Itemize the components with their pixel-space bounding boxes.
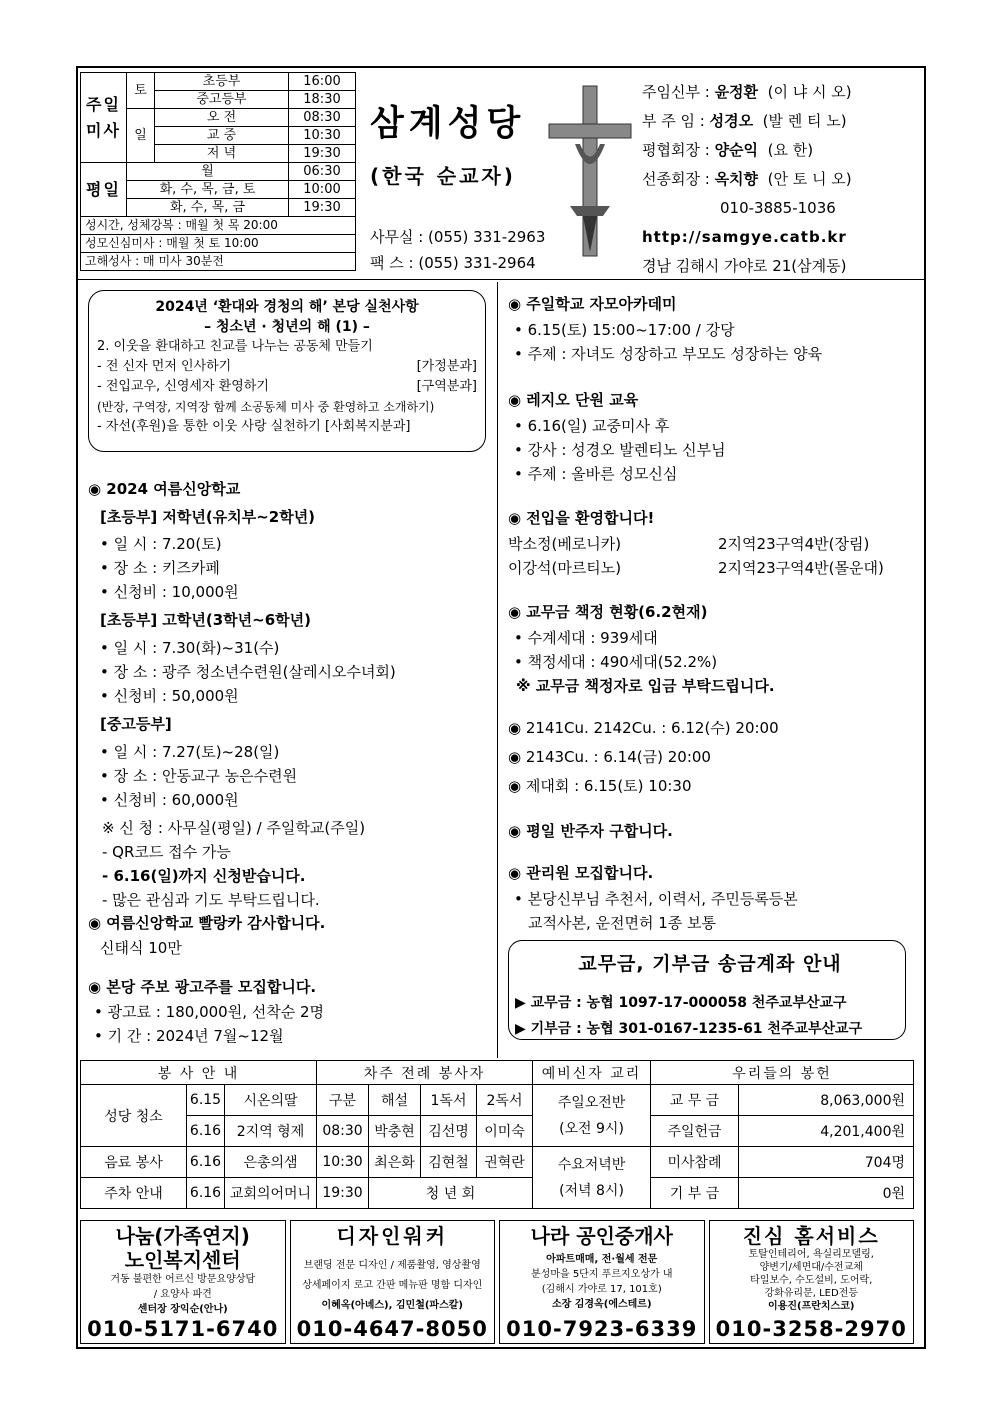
- mass-schedule-table: [80, 72, 356, 271]
- service-cell: 청 년 회: [369, 1178, 533, 1209]
- action-dept: [구역분과]: [416, 379, 477, 394]
- mass-row-time: 10:00: [289, 181, 356, 199]
- service-cell: 김현철: [421, 1147, 477, 1178]
- staff-saint: (안 토 니 오): [767, 170, 852, 188]
- ad-text: / 요양사 파견: [153, 1289, 212, 1300]
- mass-row-time: 10:30: [289, 127, 356, 145]
- cross-emblem-icon: [545, 84, 635, 264]
- newcomer-area: 2지역23구역4반(몰운대): [718, 559, 884, 577]
- fax-number: 팩 스 : (055) 331-2964: [370, 254, 536, 272]
- service-header: 우리들의 봉헌: [651, 1061, 914, 1085]
- offering-label: 기 부 금: [651, 1178, 739, 1209]
- sat-label: 토: [127, 73, 155, 109]
- ad-text: (김해시 가야로 17, 101호): [541, 1284, 662, 1295]
- staff-name: 옥치향: [714, 170, 759, 188]
- mass-row-label: 저 녁: [155, 145, 289, 163]
- parish-patron: (한국 순교자): [370, 164, 516, 188]
- ad-text: 이용진(프란치스코): [768, 1301, 855, 1312]
- summer-line: • 일 시 : 7.27(토)~28(일): [100, 743, 280, 761]
- service-cell: 박충현: [369, 1116, 421, 1147]
- summer-note: - 많은 관심과 기도 부탁드립니다.: [102, 891, 320, 909]
- ad-text: 거동 불편한 어르신 방문요양상담: [110, 1274, 256, 1285]
- service-cell: 권혁란: [477, 1147, 533, 1178]
- staff-role: 평협회장: [642, 141, 700, 159]
- staff-saint: (요 한): [767, 141, 814, 159]
- staff-list: [642, 78, 852, 281]
- action-heading: 2024년 ‘환대와 경청의 해’ 본당 실천사항: [155, 299, 419, 315]
- staff-role: 선종회장: [642, 170, 700, 188]
- service-cell: 은총의샘: [225, 1147, 317, 1178]
- mass-note: 성시간, 성체강복 : 매월 첫 목 20:00: [81, 217, 356, 235]
- service-cell: 최은화: [369, 1147, 421, 1178]
- ad-title: 진심 홈서비스: [742, 1224, 880, 1248]
- ad-text: 양변기/세면대/수전교체: [759, 1262, 863, 1273]
- summer-line: • 장 소 : 안동교구 농은수련원: [100, 767, 298, 785]
- meeting-line: ◉ 2143Cu. : 6.14(금) 20:00: [508, 748, 711, 766]
- ad-phone: 010-4647-8050: [296, 1317, 488, 1341]
- account-title: 교무금, 기부금 송금계좌 안내: [578, 953, 842, 975]
- mass-note: 고해성사 : 매 미사 30분전: [81, 253, 356, 271]
- summer-line: • 일 시 : 7.20(토): [100, 535, 222, 553]
- sun-label: 일: [127, 109, 155, 163]
- section-title: ◉ 본당 주보 광고주를 모집합니다.: [88, 978, 317, 996]
- group-title: [초등부] 고학년(3학년~6학년): [100, 611, 311, 629]
- mass-row-label: 화, 수, 목, 금: [127, 199, 289, 217]
- sunday-label: 주일: [86, 94, 121, 114]
- notice-line: • 6.16(일) 교중미사 후: [514, 417, 670, 435]
- ad-title: 나눔(가족연지): [115, 1224, 250, 1248]
- notice-line: ※ 교무금 책정자로 입금 부탁드립니다.: [516, 677, 775, 695]
- service-cell: 교회의어머니: [225, 1178, 317, 1209]
- summer-line: • 장 소 : 키즈카페: [100, 559, 220, 577]
- catechism-time: (오전 9시): [559, 1120, 624, 1137]
- service-cell: 구분: [317, 1085, 369, 1116]
- action-line: 2. 이웃을 환대하고 친교를 나누는 공동체 만들기: [97, 339, 373, 354]
- staff-row: 선종회장 : 옥치향 (안 토 니 오): [642, 170, 852, 188]
- offering-value: 704명: [739, 1147, 914, 1178]
- group-title: [중고등부]: [100, 715, 172, 733]
- ad-card: [499, 1220, 705, 1344]
- action-items-box: [88, 290, 486, 452]
- ad-text: 강화유리문, LED전등: [764, 1288, 859, 1299]
- mass-row-label: 월: [127, 163, 289, 181]
- summer-note: - QR코드 접수 가능: [102, 843, 231, 861]
- mass-row-time: 19:30: [289, 199, 356, 217]
- service-cell: 6.16: [187, 1178, 225, 1209]
- staff-name: 윤정환: [714, 83, 759, 101]
- mass-row-label: 중고등부: [155, 91, 289, 109]
- staff-row: 주임신부 : 윤정환 (이 냐 시 오): [642, 83, 852, 101]
- ad-text: 소장 김경옥(에스테르): [551, 1299, 652, 1310]
- service-cell: 10:30: [317, 1147, 369, 1178]
- ad-title: 노인복지센터: [124, 1248, 241, 1272]
- summer-line: • 일 시 : 7.30(화)~31(수): [100, 639, 280, 657]
- staff-phone: 010-3885-1036: [720, 199, 836, 217]
- service-header: 봉 사 안 내: [81, 1061, 317, 1085]
- mass-row-time: 19:30: [289, 145, 356, 163]
- action-line: (반장, 구역장, 지역장 함께 소공동체 미사 중 환영하고 소개하기): [97, 400, 435, 414]
- ad-title: 나라 공인중개사: [530, 1224, 673, 1248]
- service-type: 주차 안내: [81, 1178, 187, 1209]
- ad-phone: 010-5171-6740: [87, 1317, 279, 1341]
- parish-address: 경남 김해시 가야로 21(삼계동): [642, 257, 847, 275]
- parish-title: 삼계성당: [370, 104, 526, 144]
- ad-text: 상세페이지 로고 간판 메뉴판 명함 디자인: [302, 1280, 483, 1291]
- catechism-time: (저녁 8시): [559, 1182, 624, 1199]
- staff-saint: (발 렌 티 노): [762, 112, 847, 130]
- service-cell: 시온의딸: [225, 1085, 317, 1116]
- service-cell: 1독서: [421, 1085, 477, 1116]
- service-cell: 2지역 형제: [225, 1116, 317, 1147]
- newcomer-name: 박소정(베로니카): [508, 535, 622, 553]
- staff-name: 양순익: [714, 141, 759, 159]
- ad-text: 타일보수, 수도설비, 도어락,: [750, 1275, 873, 1286]
- service-cell: 6.16: [187, 1147, 225, 1178]
- ad-recruit-section: [88, 974, 324, 1048]
- staff-role: 주임신부: [642, 83, 700, 101]
- summer-note: - 6.16(일)까지 신청받습니다.: [102, 867, 306, 885]
- newcomer-name: 이강석(마르티노): [508, 559, 622, 577]
- mass-note: 성모신심미사 : 매월 첫 토 10:00: [81, 235, 356, 253]
- staff-row: 평협회장 : 양순익 (요 한): [642, 141, 814, 159]
- office-phone: 사무실 : (055) 331-2963: [370, 228, 546, 246]
- thanks-line: 신태식 10만: [100, 939, 182, 957]
- section-title: ◉ 교무금 책정 현황(6.2현재): [508, 603, 708, 621]
- service-table: [80, 1060, 914, 1209]
- section-title: ◉ 전입을 환영합니다!: [508, 509, 655, 527]
- offering-label: 교 무 금: [651, 1085, 739, 1116]
- ad-text: 이혜옥(아녜스), 김민철(파스칼): [321, 1300, 463, 1311]
- notice-line: • 주제 : 자녀도 성장하고 부모도 성장하는 양육: [514, 345, 823, 363]
- offering-value: 8,063,000원: [739, 1085, 914, 1116]
- service-cell: 해설: [369, 1085, 421, 1116]
- mass-row-time: 16:00: [289, 73, 356, 91]
- meeting-line: ◉ 제대회 : 6.15(토) 10:30: [508, 777, 692, 795]
- mass-label: 미사: [86, 120, 121, 140]
- ad-text: 센터장 장익순(안나): [137, 1304, 228, 1315]
- service-header: 예비신자 교리: [533, 1061, 651, 1085]
- weekday-label: 평일: [81, 163, 127, 217]
- mass-row-label: 화, 수, 목, 금, 토: [127, 181, 289, 199]
- parish-url[interactable]: http://samgye.catb.kr: [642, 228, 847, 246]
- account-line: ▶ 교무금 : 농협 1097-17-000058 천주교부산교구: [515, 995, 847, 1011]
- right-column: [508, 290, 908, 935]
- staff-role: 부 주 임: [642, 112, 696, 130]
- ad-text: 토탈인테리어, 욕실리모델링,: [748, 1249, 874, 1260]
- meeting-line: ◉ 2141Cu. 2142Cu. : 6.12(수) 20:00: [508, 719, 779, 737]
- notice-line: • 수계세대 : 939세대: [514, 629, 658, 647]
- adrec-line: • 기 간 : 2024년 7월~12월: [94, 1027, 284, 1045]
- summer-school-section: [88, 476, 488, 912]
- summer-line: • 신청비 : 10,000원: [100, 583, 239, 601]
- notice-line: • 책정세대 : 490세대(52.2%): [514, 653, 718, 671]
- section-title: ◉ 레지오 단원 교육: [508, 391, 639, 409]
- ads-row: [80, 1220, 914, 1344]
- column-divider: [497, 282, 498, 1058]
- offering-label: 주일헌금: [651, 1116, 739, 1147]
- service-type: 성당 청소: [81, 1085, 187, 1147]
- offering-value: 4,201,400원: [739, 1116, 914, 1147]
- header-divider: [78, 279, 924, 280]
- ad-card: [80, 1220, 286, 1344]
- mass-row-time: 06:30: [289, 163, 356, 181]
- staff-saint: (이 냐 시 오): [767, 83, 852, 101]
- action-line: - 전입교우, 신영세자 환영하기: [97, 379, 269, 394]
- mass-row-time: 08:30: [289, 109, 356, 127]
- newcomer-area: 2지역23구역4반(장림): [718, 535, 870, 553]
- section-title: ◉ 여름신앙학교 빨랑카 감사합니다.: [88, 914, 326, 932]
- summer-note: ※ 신 청 : 사무실(평일) / 주일학교(주일): [102, 819, 366, 837]
- action-dept: [가정분과]: [416, 359, 477, 374]
- mass-row-time: 18:30: [289, 91, 356, 109]
- ad-text: 브랜딩 전문 디자인 / 제품촬영, 영상촬영: [303, 1260, 481, 1271]
- service-type: 음료 봉사: [81, 1147, 187, 1178]
- ad-title: 디자인워커: [336, 1224, 449, 1248]
- ad-text: 분성마을 5단지 푸르지오상가 내: [531, 1269, 673, 1280]
- service-cell: 6.16: [187, 1116, 225, 1147]
- service-cell: 6.15: [187, 1085, 225, 1116]
- account-line: ▶ 기부금 : 농협 301-0167-1235-61 천주교부산교구: [515, 1021, 863, 1037]
- ad-card: [709, 1220, 915, 1344]
- mass-row-label: 초등부: [155, 73, 289, 91]
- action-line: - 전 신자 먼저 인사하기: [97, 359, 232, 374]
- notice-line: • 6.15(토) 15:00~17:00 / 강당: [514, 321, 735, 339]
- account-box: [508, 940, 906, 1040]
- ad-phone: 010-7923-6339: [506, 1317, 698, 1341]
- offering-value: 0원: [739, 1178, 914, 1209]
- notice-line: • 강사 : 성경오 발렌티노 신부님: [514, 441, 726, 459]
- section-title: ◉ 주일학교 자모아카데미: [508, 295, 677, 313]
- section-title: ◉ 2024 여름신앙학교: [88, 480, 241, 498]
- mass-row-label: 교 중: [155, 127, 289, 145]
- ad-phone: 010-3258-2970: [715, 1317, 907, 1341]
- service-cell: 2독서: [477, 1085, 533, 1116]
- service-cell: 이미숙: [477, 1116, 533, 1147]
- service-header: 차주 전례 봉사자: [317, 1061, 533, 1085]
- section-title: ◉ 평일 반주자 구합니다.: [508, 822, 673, 840]
- action-line: - 자선(후원)을 통한 이웃 사랑 실천하기 [사회복지분과]: [97, 419, 411, 434]
- group-title: [초등부] 저학년(유치부~2학년): [100, 508, 316, 526]
- notice-line: 교적사본, 운전면허 1종 보통: [528, 914, 717, 932]
- staff-name: 성경오: [709, 112, 754, 130]
- section-title: ◉ 관리원 모집합니다.: [508, 864, 654, 882]
- ad-card: [290, 1220, 496, 1344]
- service-cell: 08:30: [317, 1116, 369, 1147]
- offering-label: 미사참례: [651, 1147, 739, 1178]
- staff-row: 부 주 임 : 성경오 (발 렌 티 노): [642, 112, 847, 130]
- action-subheading: – 청소년 · 청년의 해 (1) –: [204, 319, 370, 335]
- ad-text: 아파트매매, 전·월세 전문: [546, 1254, 658, 1265]
- summer-line: • 신청비 : 50,000원: [100, 687, 239, 705]
- thanks-section: [88, 910, 325, 960]
- notice-line: • 주제 : 올바른 성모신심: [514, 465, 678, 483]
- summer-line: • 신청비 : 60,000원: [100, 791, 239, 809]
- summer-line: • 장 소 : 광주 청소년수련원(살레시오수녀회): [100, 663, 396, 681]
- service-cell: 김선명: [421, 1116, 477, 1147]
- notice-line: • 본당신부님 추천서, 이력서, 주민등록등본: [514, 890, 798, 908]
- mass-row-label: 오 전: [155, 109, 289, 127]
- catechism-class: 수요저녁반: [557, 1156, 626, 1173]
- catechism-class: 주일오전반: [557, 1094, 626, 1111]
- service-cell: 19:30: [317, 1178, 369, 1209]
- adrec-line: • 광고료 : 180,000원, 선착순 2명: [94, 1003, 325, 1021]
